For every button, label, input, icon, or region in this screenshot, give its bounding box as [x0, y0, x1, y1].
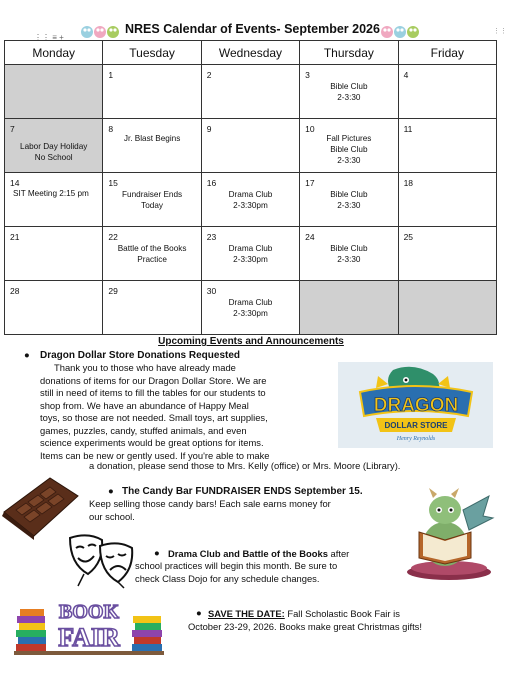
candy-fundraiser-title: The Candy Bar FUNDRAISER ENDS September 15.	[122, 486, 363, 497]
text-line: still in need of items to fill the tables for our students to	[40, 387, 266, 398]
calendar-day-cell	[201, 281, 299, 335]
bullet-icon: ●	[24, 350, 30, 361]
calendar-event-text: Drama Club	[228, 190, 273, 199]
day-number: 23	[206, 232, 217, 242]
dragon-logo-subtitle: DOLLAR STORE	[384, 421, 448, 430]
drama-club-body	[135, 560, 337, 585]
calendar-day-cell	[398, 119, 496, 173]
day-number: 14	[10, 178, 20, 188]
table-drag-handle[interactable]: ⋮⋮ ≡ +	[34, 33, 64, 42]
page-title: NRES Calendar of Events- September 2026	[125, 22, 380, 36]
owls-icon	[380, 22, 420, 38]
text-line: toys, so those are not needed. Small toys, art supplies,	[40, 412, 268, 423]
bullet-icon: ●	[108, 486, 114, 497]
calendar-event-text: 2-3:30pm	[233, 255, 268, 264]
announcements-heading: Upcoming Events and Announcements	[158, 336, 344, 347]
dragon-store-body	[40, 362, 340, 462]
book-fair-title-rest: Fall Scholastic Book Fair is	[284, 608, 400, 619]
text-line: school practices will begin this month. Be sure to	[135, 560, 338, 571]
drama-club-title: Drama Club and Battle of the Books	[168, 548, 328, 559]
calendar-week-row	[5, 119, 497, 173]
calendar-event-text: Bible Club	[330, 145, 368, 154]
calendar-event-text: Drama Club	[228, 244, 273, 253]
drama-club-heading	[168, 548, 349, 561]
book-fair-word: BOOK	[58, 601, 120, 623]
calendar-event-text: Fall Pictures	[326, 134, 372, 143]
day-number: 4	[403, 70, 409, 80]
calendar-day-cell	[300, 227, 398, 281]
day-number: 2	[206, 70, 212, 80]
calendar-event-text: 2-3:30	[337, 156, 361, 165]
calendar-day-cell	[5, 65, 103, 119]
weekday-header: Wednesday	[201, 41, 299, 65]
calendar-event-text: Jr. Blast Begins	[123, 134, 181, 143]
calendar-event-text: Fundraiser Ends	[122, 190, 183, 199]
day-number: 18	[403, 178, 414, 188]
calendar-day-cell	[201, 227, 299, 281]
book-stack-icon	[132, 616, 162, 651]
owls-icon	[80, 22, 120, 38]
calendar-week-row	[5, 227, 497, 281]
text-line: check Class Dojo for any schedule changes.	[135, 572, 320, 584]
day-number: 29	[108, 286, 118, 296]
column-resize-handle[interactable]: ⋮⋮	[493, 28, 507, 35]
weekday-header: Monday	[5, 41, 103, 65]
text-line: Keep selling those candy bars! Each sale earns money for	[89, 498, 331, 509]
weekday-header: Thursday	[300, 41, 398, 65]
save-the-date-label: SAVE THE DATE:	[208, 608, 285, 619]
calendar-day-cell	[5, 173, 103, 227]
calendar-day-cell	[5, 119, 103, 173]
calendar-body	[5, 65, 497, 335]
chocolate-bar-icon	[0, 474, 80, 540]
book-stack-icon	[16, 609, 46, 651]
calendar-day-cell	[103, 65, 201, 119]
drama-club-title-rest: after	[327, 548, 350, 559]
day-number: 24	[305, 232, 315, 242]
weekday-header-row	[5, 41, 497, 65]
weekday-header: Tuesday	[103, 41, 201, 65]
weekday-header: Friday	[398, 41, 496, 65]
bullet-icon: ●	[196, 608, 202, 619]
calendar-day-cell	[300, 65, 398, 119]
calendar-event-text: 2-3:30	[337, 93, 361, 102]
bullet-icon: ●	[154, 548, 160, 559]
day-number: 28	[10, 286, 20, 296]
text-line: a donation, please send those to Mrs. Kelly (office) or Mrs. Moore (Library).	[89, 460, 401, 471]
day-number: 7	[10, 124, 15, 134]
calendar-week-row	[5, 173, 497, 227]
book-fair-heading	[208, 608, 400, 621]
calendar-day-cell	[5, 281, 103, 335]
dragon-logo-school: Henry Reynolds	[396, 436, 436, 442]
calendar-day-cell	[201, 173, 299, 227]
calendar-week-row	[5, 65, 497, 119]
day-number: 8	[108, 124, 114, 134]
day-number: 17	[305, 178, 315, 188]
calendar-day-cell	[103, 173, 201, 227]
day-number: 9	[206, 124, 212, 134]
dragon-store-title: Dragon Dollar Store Donations Requested	[40, 350, 241, 361]
dragon-reading-book-icon	[399, 488, 497, 582]
day-number: 11	[403, 124, 413, 134]
calendar-event-text: Labor Day Holiday	[20, 142, 88, 151]
calendar-day-cell	[398, 173, 496, 227]
book-fair-logo	[14, 596, 164, 660]
day-number: 15	[108, 178, 118, 188]
calendar-day-cell	[103, 119, 201, 173]
calendar-day-cell	[103, 227, 201, 281]
book-fair-body: October 23-29, 2026. Books make great Christmas gifts!	[188, 621, 422, 632]
day-number: 1	[108, 70, 114, 80]
drama-masks-icon	[64, 532, 138, 590]
text-line: games, puzzles, candy, stuffed animals, and even	[40, 424, 247, 436]
dragon-logo-word: DRAGON	[373, 395, 459, 416]
calendar-day-cell	[398, 65, 496, 119]
calendar-event-text: No School	[34, 153, 73, 162]
day-number: 3	[305, 70, 310, 80]
day-number: 25	[403, 232, 414, 242]
dragon-dollar-store-logo	[338, 362, 493, 448]
calendar-day-cell	[398, 281, 496, 335]
calendar-event-text: Practice	[137, 255, 167, 264]
text-line: Items can be new or gently used. If you're able to make	[40, 449, 270, 461]
text-line: shop from. We have an abundance of Happy Meal	[40, 399, 249, 411]
calendar-week-row	[5, 281, 497, 335]
day-number: 10	[305, 124, 315, 134]
book-fair-word: FAIR	[58, 623, 120, 652]
text-line: our school.	[89, 510, 135, 522]
calendar-event-text: Bible Club	[330, 82, 368, 91]
calendar-title-row	[0, 22, 502, 40]
day-number: 16	[206, 178, 217, 188]
calendar-event-text: Battle of the Books	[117, 244, 187, 253]
calendar-day-cell	[103, 281, 201, 335]
calendar-event-text: Drama Club	[228, 298, 273, 307]
text-line: donations of items for our Dragon Dollar Store. We are	[40, 374, 267, 386]
text-line: science experiments would be great options for items.	[40, 437, 264, 448]
calendar-event-text: Bible Club	[330, 244, 368, 253]
calendar-day-cell	[300, 119, 398, 173]
calendar-day-cell	[201, 119, 299, 173]
candy-fundraiser-body	[89, 498, 331, 523]
calendar-day-cell	[398, 227, 496, 281]
calendar-event-text: 2-3:30pm	[233, 201, 268, 210]
day-number: 21	[10, 232, 20, 242]
day-number: 30	[206, 286, 217, 296]
calendar-event-text: Bible Club	[330, 190, 368, 199]
calendar-day-cell	[201, 65, 299, 119]
calendar-event-text: SIT Meeting 2:15 pm	[13, 189, 89, 198]
text-line: Thank you to those who have already made	[54, 362, 236, 373]
calendar-event-text: 2-3:30	[337, 255, 361, 264]
calendar-event-text: 2-3:30pm	[233, 309, 268, 318]
calendar-event-text: 2-3:30	[337, 201, 361, 210]
day-number: 22	[108, 232, 118, 242]
calendar-table	[4, 40, 497, 335]
calendar-day-cell	[5, 227, 103, 281]
calendar-day-cell	[300, 281, 398, 335]
calendar-event-text: Today	[141, 201, 164, 210]
calendar-day-cell	[300, 173, 398, 227]
